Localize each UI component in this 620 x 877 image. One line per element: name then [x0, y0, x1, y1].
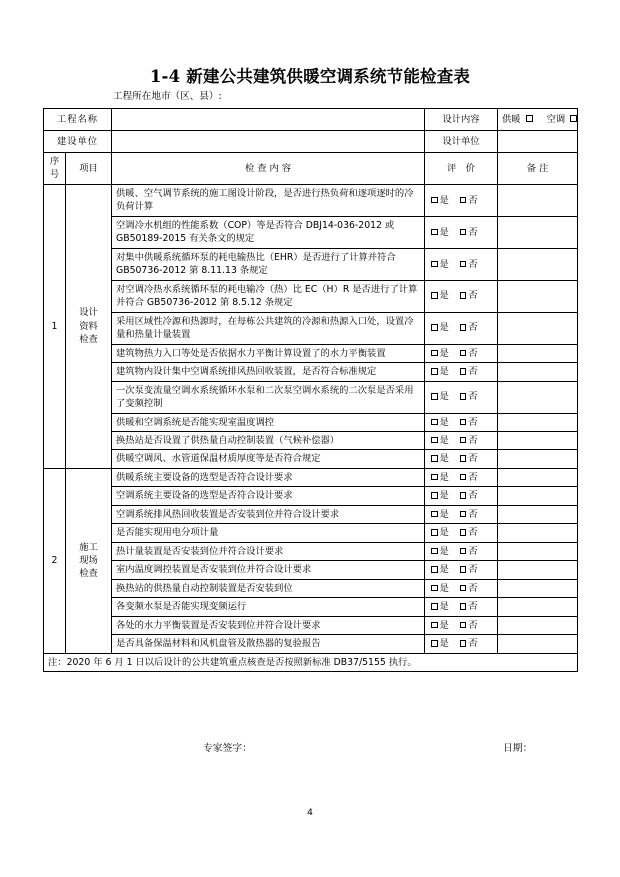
checkbox-box-icon[interactable] [431, 229, 438, 236]
table-row [44, 280, 578, 312]
checkbox-box-icon[interactable] [460, 197, 467, 204]
remark-cell[interactable] [498, 561, 578, 579]
check-content: 建筑物内设计集中空调系统排风热回收装置，是否符合标准规定 [112, 363, 425, 381]
evaluation-cell[interactable] [425, 248, 498, 280]
remark-cell[interactable] [498, 598, 578, 616]
check-content: 空调系统排风热回收装置是否安装到位并符合设计要求 [112, 505, 425, 523]
check-content: 供暖系统主要设备的选型是否符合设计要求 [112, 468, 425, 486]
evaluation-cell[interactable] [425, 542, 498, 560]
checkbox-no[interactable]: 否 [460, 508, 478, 521]
checkbox-box-icon[interactable] [460, 350, 467, 357]
checkbox-yes[interactable]: 是 [431, 258, 449, 271]
section-project-line: 设计 [79, 307, 98, 319]
checkbox-box-icon[interactable] [431, 529, 438, 536]
checkbox-box-icon[interactable] [431, 492, 438, 499]
design-unit-label: 设计单位 [425, 131, 498, 153]
remark-cell[interactable] [498, 635, 578, 653]
remark-cell[interactable] [498, 487, 578, 505]
project-name-label: 工程名称 [44, 109, 112, 131]
project-name-input[interactable] [112, 109, 425, 131]
check-content: 换热站的供热量自动控制装置是否安装到位 [112, 579, 425, 597]
checkbox-no[interactable]: 否 [460, 390, 478, 403]
evaluation-cell[interactable] [425, 487, 498, 505]
option-heating[interactable]: 供暖 [502, 114, 533, 125]
evaluation-cell[interactable] [425, 413, 498, 431]
checkbox-box-icon[interactable] [460, 419, 467, 426]
header-remark: 备 注 [498, 153, 578, 185]
checkbox-box-icon[interactable] [460, 511, 467, 518]
remark-cell[interactable] [498, 579, 578, 597]
checkbox-box-icon[interactable] [431, 511, 438, 518]
checkbox-no[interactable]: 否 [460, 365, 478, 378]
remark-cell[interactable] [498, 184, 578, 216]
remark-cell[interactable] [498, 413, 578, 431]
table-row [44, 312, 578, 344]
checkbox-box-icon[interactable] [460, 437, 467, 444]
remark-cell[interactable] [498, 505, 578, 523]
checkbox-box-icon[interactable] [460, 585, 467, 592]
checkbox-box-icon[interactable] [460, 548, 467, 555]
remark-cell[interactable] [498, 450, 578, 468]
checkbox-yes[interactable]: 是 [431, 545, 449, 558]
check-content: 空调系统主要设备的选型是否符合设计要求 [112, 487, 425, 505]
remark-cell[interactable] [498, 524, 578, 542]
table-row [44, 363, 578, 381]
checkbox-box-icon[interactable] [460, 492, 467, 499]
checkbox-box-icon[interactable] [460, 622, 467, 629]
checkbox-no[interactable]: 否 [460, 582, 478, 595]
evaluation-cell[interactable] [425, 468, 498, 486]
remark-cell[interactable] [498, 312, 578, 344]
checkbox-no[interactable]: 否 [460, 452, 478, 465]
info-row-units [44, 131, 578, 153]
check-content: 一次泵变流量空调水系统循环水泵和二次泵空调水系统的二次泵是否采用了变频控制 [112, 381, 425, 413]
table-row [44, 450, 578, 468]
checkbox-box-icon[interactable] [460, 292, 467, 299]
evaluation-cell[interactable] [425, 431, 498, 449]
section-project-line: 检查 [79, 568, 98, 580]
checkbox-yes[interactable]: 是 [431, 489, 449, 502]
design-content-options[interactable] [498, 109, 578, 131]
checkbox-box-icon[interactable] [431, 585, 438, 592]
checkbox-box-icon[interactable] [460, 261, 467, 268]
evaluation-cell[interactable] [425, 561, 498, 579]
checkbox-box-icon[interactable] [460, 324, 467, 331]
checkbox-yes[interactable]: 是 [431, 637, 449, 650]
checkbox-no[interactable]: 否 [460, 600, 478, 613]
check-content: 采用区域性冷源和热源时，在每栋公共建筑的冷源和热源入口处，设置冷量和热量计量装置 [112, 312, 425, 344]
checkbox-no[interactable]: 否 [460, 321, 478, 334]
check-content: 空调冷水机组的性能系数（COP）等是否符合 DBJ14-036-2012 或 GB50189-2015 有关条文的规定 [112, 216, 425, 248]
checkbox-box-icon[interactable] [431, 292, 438, 299]
remark-cell[interactable] [498, 468, 578, 486]
construction-unit-label: 建设单位 [44, 131, 112, 153]
table-row [44, 579, 578, 597]
check-content: 各变频水泵是否能实现变频运行 [112, 598, 425, 616]
evaluation-cell[interactable] [425, 505, 498, 523]
checkbox-box-icon[interactable] [526, 115, 533, 122]
table-row [44, 598, 578, 616]
check-content: 是否能实现用电分项计量 [112, 524, 425, 542]
header-project: 项目 [66, 153, 112, 185]
evaluation-cell[interactable] [425, 363, 498, 381]
evaluation-cell[interactable] [425, 216, 498, 248]
checkbox-box-icon[interactable] [431, 455, 438, 462]
design-unit-input[interactable] [498, 131, 578, 153]
checkbox-yes[interactable]: 是 [431, 526, 449, 539]
checkbox-no[interactable]: 否 [460, 526, 478, 539]
date-label: 日期： [503, 743, 533, 754]
checkbox-no[interactable]: 否 [460, 194, 478, 207]
location-subtitle: 工程所在地市（区、县）: [113, 91, 222, 102]
evaluation-cell[interactable] [425, 598, 498, 616]
checkbox-yes[interactable]: 是 [431, 471, 449, 484]
expert-signature-label: 专家签字： [203, 743, 252, 754]
checkbox-no[interactable]: 否 [460, 545, 478, 558]
checkbox-box-icon[interactable] [460, 229, 467, 236]
checkbox-box-icon[interactable] [431, 350, 438, 357]
table-row [44, 248, 578, 280]
evaluation-cell[interactable] [425, 579, 498, 597]
table-row [44, 561, 578, 579]
checkbox-no[interactable]: 否 [460, 289, 478, 302]
check-content: 各处的水力平衡装置是否安装到位并符合设计要求 [112, 616, 425, 634]
check-content: 对集中供暖系统循环泵的耗电输热比（EHR）是否进行了计算并符合 GB50736-2012 第 8.11.13 条规定 [112, 248, 425, 280]
section-project-label [66, 184, 112, 468]
checkbox-box-icon[interactable] [431, 566, 438, 573]
checkbox-box-icon[interactable] [431, 393, 438, 400]
evaluation-cell[interactable] [425, 312, 498, 344]
table-row [44, 184, 578, 216]
checkbox-no[interactable]: 否 [460, 434, 478, 447]
checkbox-no[interactable]: 否 [460, 416, 478, 429]
info-row-project [44, 109, 578, 131]
checkbox-no[interactable]: 否 [460, 489, 478, 502]
remark-cell[interactable] [498, 216, 578, 248]
checkbox-yes[interactable]: 是 [431, 582, 449, 595]
checkbox-yes[interactable]: 是 [431, 416, 449, 429]
section-project-label [66, 468, 112, 653]
section-number: 1 [44, 184, 66, 468]
checkbox-yes[interactable]: 是 [431, 452, 449, 465]
table-header-row [44, 153, 578, 185]
evaluation-cell[interactable] [425, 184, 498, 216]
section-project-line: 检查 [79, 334, 98, 346]
table-row [44, 635, 578, 653]
checkbox-no[interactable]: 否 [460, 637, 478, 650]
check-content: 对空调冷热水系统循环泵的耗电输冷（热）比 EC（H）R 是否进行了计算并符合 GB50736-2012 第 8.5.12 条规定 [112, 280, 425, 312]
header-evaluation: 评 价 [425, 153, 498, 185]
evaluation-cell[interactable] [425, 280, 498, 312]
checkbox-yes[interactable]: 是 [431, 226, 449, 239]
check-content: 建筑物热力入口等处是否依据水力平衡计算设置了的水力平衡装置 [112, 344, 425, 362]
remark-cell[interactable] [498, 431, 578, 449]
evaluation-cell[interactable] [425, 524, 498, 542]
checkbox-box-icon[interactable] [460, 529, 467, 536]
evaluation-cell[interactable] [425, 381, 498, 413]
inspection-form-table [43, 108, 578, 672]
header-content: 检 查 内 容 [112, 153, 425, 185]
header-no: 序号 [44, 153, 66, 185]
checkbox-no[interactable]: 否 [460, 226, 478, 239]
checkbox-no[interactable]: 否 [460, 347, 478, 360]
checkbox-box-icon[interactable] [460, 455, 467, 462]
check-content: 室内温度调控装置是否安装到位并符合设计要求 [112, 561, 425, 579]
section-number: 2 [44, 468, 66, 653]
remark-cell[interactable] [498, 363, 578, 381]
checkbox-yes[interactable]: 是 [431, 600, 449, 613]
checkbox-box-icon[interactable] [570, 115, 577, 122]
table-row [44, 431, 578, 449]
section-project-line: 施工 [79, 541, 98, 553]
check-content: 换热站是否设置了供热量自动控制装置（气候补偿器） [112, 431, 425, 449]
table-row [44, 468, 578, 486]
remark-cell[interactable] [498, 381, 578, 413]
note-row [44, 653, 578, 671]
checkbox-box-icon[interactable] [460, 640, 467, 647]
checkbox-box-icon[interactable] [431, 437, 438, 444]
page-title: 1-4 新建公共建筑供暖空调系统节能检查表 [149, 67, 471, 86]
remark-cell[interactable] [498, 616, 578, 634]
table-row [44, 344, 578, 362]
option-air-conditioning[interactable]: 空调 [547, 114, 578, 125]
checkbox-yes[interactable]: 是 [431, 434, 449, 447]
checkbox-yes[interactable]: 是 [431, 365, 449, 378]
check-content: 供暖、空气调节系统的施工图设计阶段，是否进行热负荷和逐项逐时的冷负荷计算 [112, 184, 425, 216]
checkbox-box-icon[interactable] [431, 548, 438, 555]
table-row [44, 216, 578, 248]
checkbox-no[interactable]: 否 [460, 563, 478, 576]
section-project-line: 资料 [79, 320, 98, 332]
evaluation-cell[interactable] [425, 616, 498, 634]
remark-cell[interactable] [498, 248, 578, 280]
evaluation-cell[interactable] [425, 635, 498, 653]
checkbox-box-icon[interactable] [460, 368, 467, 375]
checkbox-box-icon[interactable] [431, 368, 438, 375]
checkbox-yes[interactable]: 是 [431, 390, 449, 403]
note-text: 注：2020 年 6 月 1 日以后设计的公共建筑重点核查是否按照新标准 DB37/5155 执行。 [44, 653, 578, 671]
section-project-line: 现场 [79, 555, 98, 567]
checkbox-box-icon[interactable] [431, 474, 438, 481]
table-row [44, 505, 578, 523]
check-content: 供暖和空调系统是否能实现室温度调控 [112, 413, 425, 431]
evaluation-cell[interactable] [425, 450, 498, 468]
checkbox-no[interactable]: 否 [460, 619, 478, 632]
checkbox-yes[interactable]: 是 [431, 619, 449, 632]
checkbox-yes[interactable]: 是 [431, 508, 449, 521]
page-number: 4 [307, 808, 313, 818]
checkbox-box-icon[interactable] [431, 603, 438, 610]
checkbox-yes[interactable]: 是 [431, 347, 449, 360]
table-row [44, 381, 578, 413]
checkbox-box-icon[interactable] [431, 640, 438, 647]
construction-unit-input[interactable] [112, 131, 425, 153]
remark-cell[interactable] [498, 542, 578, 560]
checkbox-box-icon[interactable] [431, 324, 438, 331]
evaluation-cell[interactable] [425, 344, 498, 362]
table-row [44, 616, 578, 634]
checkbox-yes[interactable]: 是 [431, 194, 449, 207]
table-row [44, 413, 578, 431]
checkbox-box-icon[interactable] [431, 419, 438, 426]
checkbox-box-icon[interactable] [431, 261, 438, 268]
checkbox-box-icon[interactable] [431, 622, 438, 629]
checkbox-yes[interactable]: 是 [431, 321, 449, 334]
checkbox-box-icon[interactable] [460, 393, 467, 400]
checkbox-yes[interactable]: 是 [431, 289, 449, 302]
remark-cell[interactable] [498, 280, 578, 312]
checkbox-box-icon[interactable] [460, 566, 467, 573]
design-content-label: 设计内容 [425, 109, 498, 131]
remark-cell[interactable] [498, 344, 578, 362]
table-row [44, 524, 578, 542]
table-row [44, 487, 578, 505]
check-content: 供暖空调风、水管道保温材质厚度等是否符合规定 [112, 450, 425, 468]
checkbox-no[interactable]: 否 [460, 471, 478, 484]
checkbox-box-icon[interactable] [460, 474, 467, 481]
checkbox-no[interactable]: 否 [460, 258, 478, 271]
checkbox-box-icon[interactable] [431, 197, 438, 204]
check-content: 热计量装置是否安装到位并符合设计要求 [112, 542, 425, 560]
check-content: 是否具备保温材料和风机盘管及散热器的复验报告 [112, 635, 425, 653]
table-row [44, 542, 578, 560]
checkbox-yes[interactable]: 是 [431, 563, 449, 576]
checkbox-box-icon[interactable] [460, 603, 467, 610]
